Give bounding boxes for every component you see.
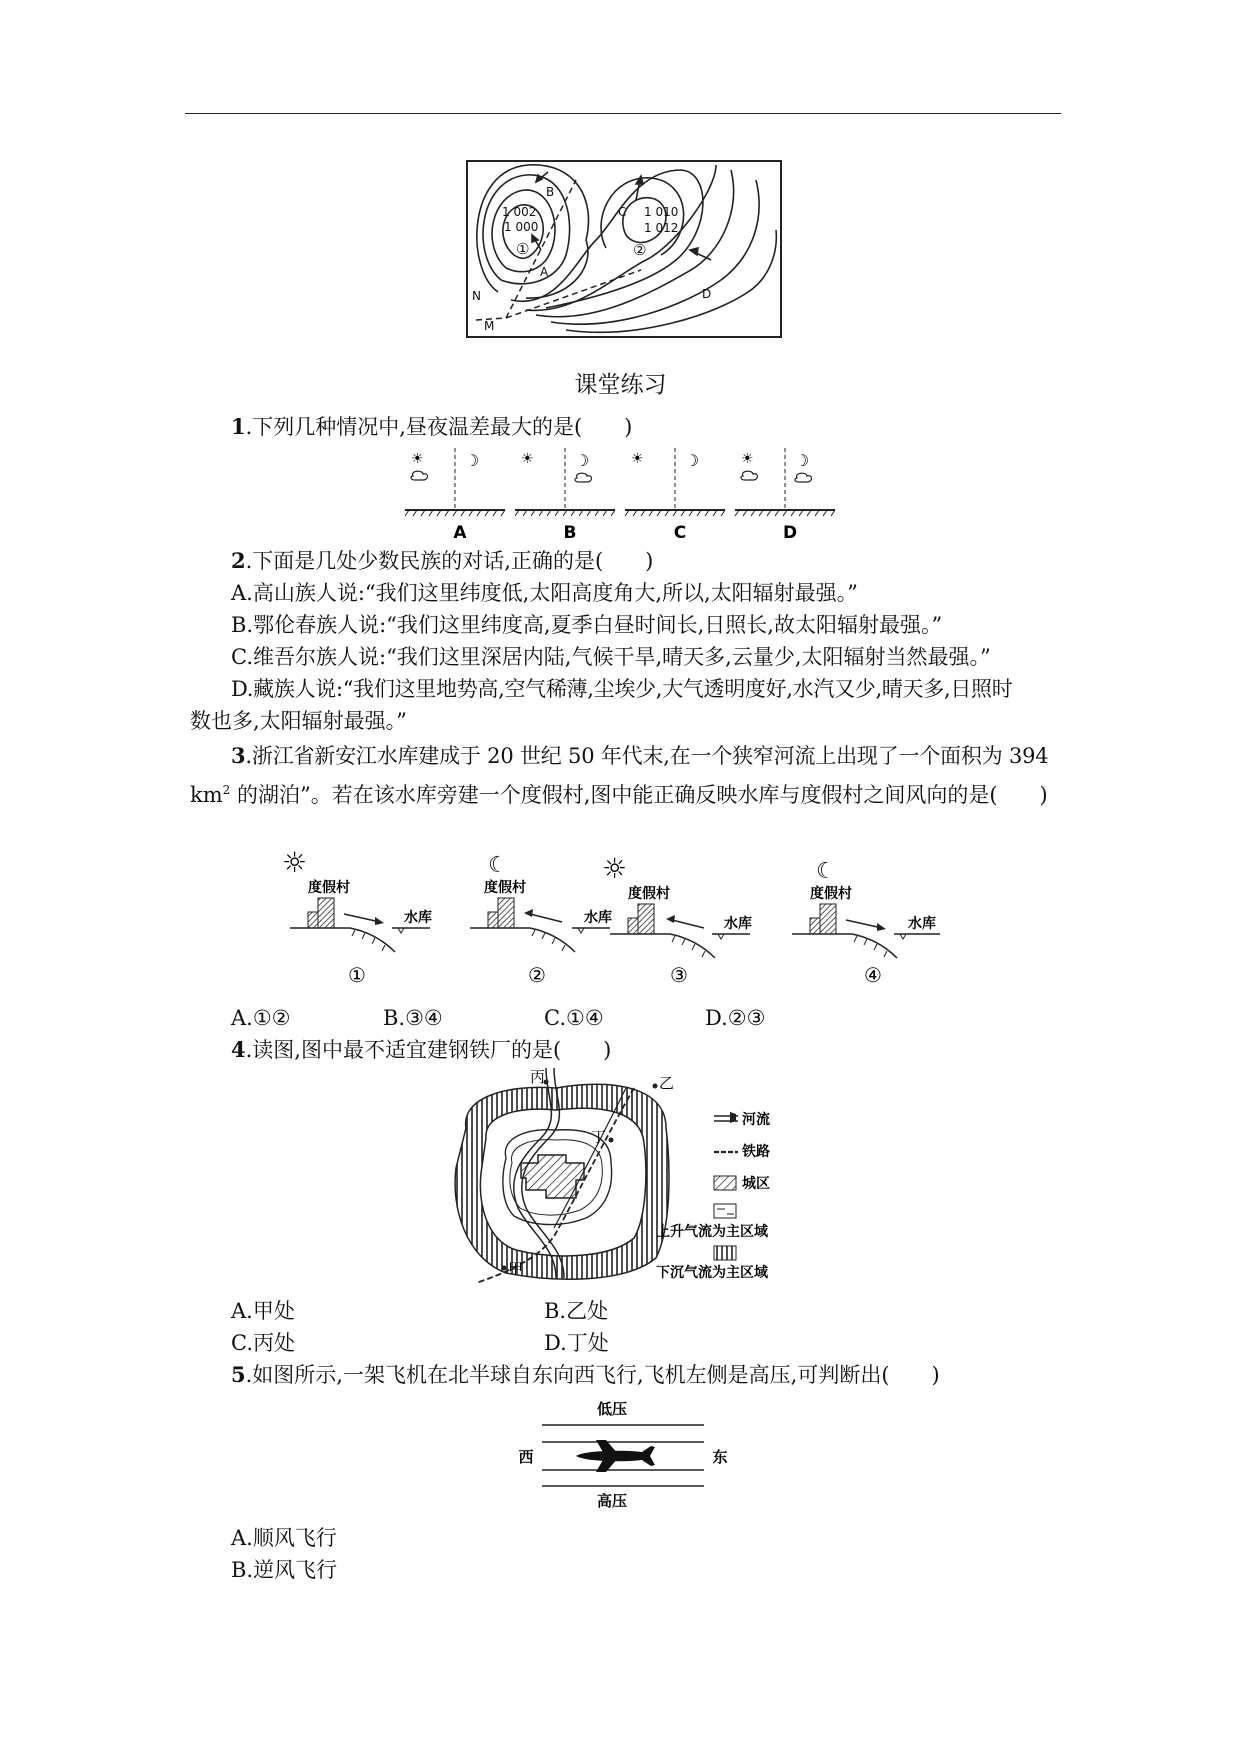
q3-option-a: A.①② — [231, 1006, 291, 1030]
q3-panel-3: ③ — [670, 963, 688, 987]
q3-p3-village: 度假村 — [628, 886, 670, 902]
q3-option-b: B.③④ — [383, 1006, 443, 1030]
svg-text:☾: ☾ — [488, 853, 508, 878]
point-label-A: A — [540, 265, 549, 279]
center-label-1: ① — [516, 240, 530, 258]
svg-text:☀: ☀ — [521, 451, 534, 467]
q2-option-d-line1: D.藏族人说:“我们这里地势高,空气稀薄,尘埃少,大气透明度好,水汽又少,晴天多,日照时 — [231, 677, 1013, 701]
svg-text:☽: ☽ — [465, 451, 480, 470]
q3-panel-2: ② — [528, 963, 546, 987]
svg-text:☀: ☀ — [741, 451, 754, 467]
point-label-D: D — [702, 287, 712, 301]
q3-option-d: D.②③ — [705, 1006, 766, 1030]
q3-number: 3 — [231, 743, 246, 768]
q2-option-b: B.鄂伦春族人说:“我们这里纬度高,夏季白昼时间长,日照长,故太阳辐射最强。” — [231, 613, 943, 637]
q4-legend-railway: 铁路 — [742, 1144, 770, 1160]
point-label-N: N — [472, 289, 481, 303]
isobar-label-1000: 1 000 — [504, 220, 539, 234]
q3-p1-reservoir: 水库 — [404, 910, 432, 926]
q4-point-yi: 乙 — [659, 1074, 675, 1092]
svg-text:☽: ☽ — [795, 451, 810, 470]
q3-unit-sup: 2 — [222, 783, 231, 797]
svg-text:☽: ☽ — [575, 451, 590, 470]
q4-point-bing: 丙 — [530, 1068, 546, 1086]
svg-text:☼: ☼ — [602, 852, 628, 885]
q1-option-D: D — [782, 523, 798, 542]
isobar-label-1010: 1 010 — [644, 205, 679, 219]
q3-p4-reservoir: 水库 — [908, 916, 936, 932]
q5-west: 西 — [518, 1448, 534, 1466]
q3-p4-village: 度假村 — [810, 886, 852, 902]
q4-option-b: B.乙处 — [544, 1299, 609, 1323]
q4-legend-downdraft: 下沉气流为主区域 — [656, 1265, 768, 1281]
isobar-map-figure — [466, 160, 782, 338]
center-label-2: ② — [633, 241, 647, 259]
airplane-icon — [576, 1440, 655, 1472]
q5-figure — [516, 1400, 738, 1510]
q4-number: 4 — [231, 1037, 246, 1062]
q2-number: 2 — [231, 548, 246, 573]
q1-option-C: C — [673, 523, 687, 542]
point-label-C: C — [618, 205, 627, 219]
q4-point-ding: 丁 — [591, 1128, 607, 1146]
q2-text: .下面是几处少数民族的对话,正确的是( ) — [245, 549, 654, 573]
q1-option-B: B — [563, 523, 577, 542]
q3-p2-reservoir: 水库 — [584, 910, 612, 926]
q4-point-jia: 甲 — [508, 1260, 524, 1278]
svg-text:☀: ☀ — [631, 451, 644, 467]
q3-unit: km — [190, 783, 223, 807]
isobar-label-1002: 1 002 — [502, 205, 537, 219]
q1-figure — [405, 446, 845, 542]
svg-text:☾: ☾ — [816, 859, 836, 884]
q5-east: 东 — [712, 1448, 728, 1466]
q4-option-d: D.丁处 — [544, 1331, 609, 1355]
q2-option-d-line2: 数也多,太阳辐射最强。” — [190, 709, 407, 733]
q4-text: .读图,图中最不适宜建钢铁厂的是( ) — [245, 1038, 612, 1062]
point-label-B: B — [546, 185, 555, 199]
q3-line1: .浙江省新安江水库建成于 20 世纪 50 年代末,在一个狭窄河流上出现了一个面积为 394 — [245, 744, 1049, 768]
question-2 — [231, 546, 653, 576]
q5-number: 5 — [231, 1362, 246, 1387]
question-1 — [231, 412, 632, 442]
q1-option-A: A — [453, 523, 467, 542]
q1-text: .下列几种情况中,昼夜温差最大的是( ) — [245, 415, 633, 439]
q3-panel-4: ④ — [864, 963, 882, 987]
point-label-M: M — [484, 319, 495, 333]
section-title: 课堂练习 — [574, 372, 667, 398]
svg-text:☼: ☼ — [282, 846, 308, 879]
q4-figure — [446, 1068, 816, 1296]
q5-option-b: B.逆风飞行 — [231, 1558, 338, 1582]
q3-p1-village: 度假村 — [308, 880, 350, 896]
q2-option-c: C.维吾尔族人说:“我们这里深居内陆,气候干旱,晴天多,云量少,太阳辐射当然最强。” — [231, 645, 991, 669]
q5-high-pressure: 高压 — [596, 1492, 628, 1510]
header-rule — [185, 113, 1061, 114]
q5-option-a: A.顺风飞行 — [231, 1526, 337, 1550]
svg-text:☽: ☽ — [685, 451, 700, 470]
question-5 — [231, 1360, 940, 1390]
q5-low-pressure: 低压 — [596, 1400, 628, 1418]
q3-line2-text: 的湖泊”。若在该水库旁建一个度假村,图中能正确反映水库与度假村之间风向的是( ) — [230, 783, 1048, 807]
q4-option-a: A.甲处 — [231, 1299, 295, 1323]
question-4 — [231, 1035, 611, 1065]
q3-p2-village: 度假村 — [484, 880, 526, 896]
q5-text: .如图所示,一架飞机在北半球自东向西飞行,飞机左侧是高压,可判断出( ) — [245, 1363, 940, 1387]
q3-figure — [280, 842, 980, 992]
question-3 — [231, 741, 1048, 771]
q3-panel-1: ① — [348, 963, 366, 987]
q2-option-a: A.高山族人说:“我们这里纬度低,太阳高度角大,所以,太阳辐射最强。” — [231, 581, 858, 605]
q3-p3-reservoir: 水库 — [724, 916, 752, 932]
q4-legend-river: 河流 — [742, 1112, 770, 1128]
q3-option-c: C.①④ — [544, 1006, 604, 1030]
isobar-label-1012: 1 012 — [644, 221, 679, 235]
q3-line2 — [190, 775, 1048, 810]
svg-text:☀: ☀ — [411, 451, 424, 467]
q4-legend-city: 城区 — [742, 1176, 770, 1192]
q4-legend-updraft: 上升气流为主区域 — [656, 1224, 768, 1240]
q1-number: 1 — [231, 414, 246, 439]
q4-option-c: C.丙处 — [231, 1331, 295, 1355]
